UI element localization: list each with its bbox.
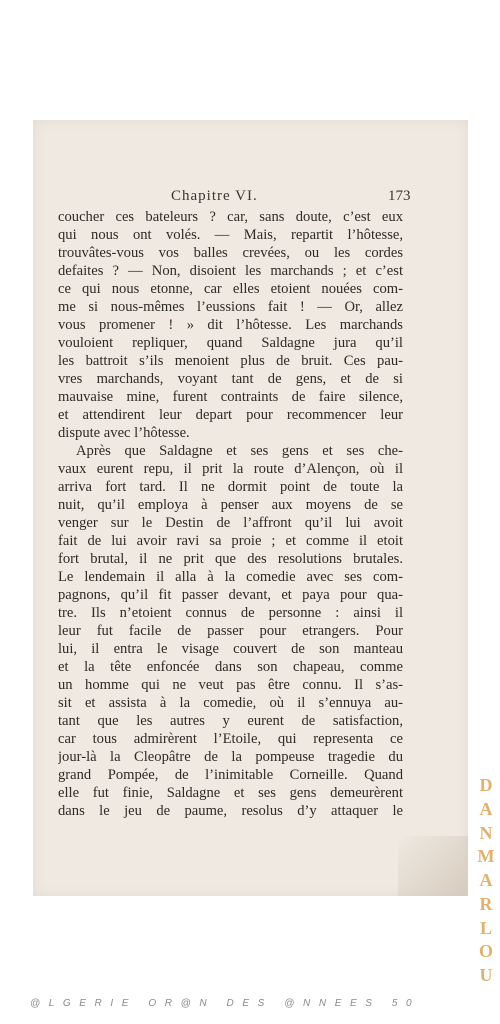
text-line: nuit, qu’il employa à penser aux moyens de se [58,497,403,513]
text-line: tre. Ils n’etoient connus de personne : ainsi il [58,605,403,621]
text-line: me si nous-mêmes l’eussions fait ! — Or, allez [58,299,403,315]
text-line: dans le jeu de paume, resolus d’y attaquer le [58,803,403,819]
text-line: tant que les autres y eurent de satisfaction, [58,713,403,729]
page-corner-shadow [398,836,468,896]
vertical-watermark [475,775,497,985]
text-line: car tous admirèrent l’Etoile, qui representa ce [58,731,403,747]
chapter-heading: Chapitre VI. [171,188,258,204]
text-line: mauvaise mine, furent contraints de faire silence, [58,389,403,405]
watermark-letter: N [479,822,493,843]
text-line: leur fut facile de passer pour etrangers. Pour [58,623,403,639]
text-line: defaites ? — Non, disoient les marchands ; et c’est [58,263,403,279]
text-line: Le lendemain il alla à la comedie avec ses com- [58,569,403,585]
text-line: ce qui nous etonne, car elles etoient nouées com- [58,281,403,297]
watermark-letter: M [477,846,495,867]
watermark-letter: U [479,965,493,985]
watermark-letter: L [479,917,492,938]
text-line: jour-là la Cleopâtre de la pompeuse tragedie du [58,749,403,765]
running-header [33,188,468,208]
text-line: fait de lui avoir ravi sa proie ; et comme il etoit [58,533,403,549]
text-line: elle fut finie, Saldagne et ses gens demeurèrent [58,785,403,801]
footer-watermark: @LGERIE OR@N DES @NNEES 50 [30,998,421,1009]
watermark-letter: R [479,893,493,914]
watermark-letter: O [478,941,493,962]
text-line: coucher ces bateleurs ? car, sans doute, c’est eux [58,209,403,225]
scanned-book-page [33,120,468,896]
text-line: vres marchands, voyant tant de gens, et de si [58,371,403,387]
watermark-letter: D [479,775,493,795]
watermark-letter: A [479,870,493,890]
text-line: dispute avec l’hôtesse. [58,425,190,441]
body-text [58,208,403,820]
text-line: Après que Saldagne et ses gens et ses che- [76,443,403,459]
text-line: arriva fort tard. Il ne dormit point de toute la [58,479,403,495]
text-line: fort brutal, il ne prit que des resolutions brutales. [58,551,403,567]
watermark-letter: A [479,798,493,819]
text-line: vouloient repliquer, quand Saldagne jura qu’il [58,335,403,351]
text-line: vaux eurent repu, il prit la route d’Alençon, où il [58,461,403,477]
text-line: grand Pompée, de l’inimitable Corneille. Quand [58,767,403,783]
text-line: trouvâtes-vous vos balles crevées, ou les cordes [58,245,403,261]
text-line: sit et assista à la comedie, où il s’ennuya au- [58,695,403,711]
text-line: lui, il entra le visage couvert de son manteau [58,641,403,657]
text-line: qui nous ont volés. — Mais, repartit l’hôtesse, [58,227,403,243]
page-number: 173 [388,188,411,204]
text-line: un homme qui ne veut pas être connu. Il s’as- [58,677,403,693]
text-line: vous promener ! » dit l’hôtesse. Les marchands [58,317,403,333]
text-line: pagnons, qu’il fit passer devant, et paya pour qua- [58,587,403,603]
text-line: et attendirent leur depart pour recommencer leur [58,407,403,423]
text-line: et la tête enfoncée dans son chapeau, comme [58,659,403,675]
text-line: les battroit s’ils menoient plus de bruit. Ces pau- [58,353,403,369]
text-line: venger sur le Destin de l’affront qu’il lui avoit [58,515,403,531]
